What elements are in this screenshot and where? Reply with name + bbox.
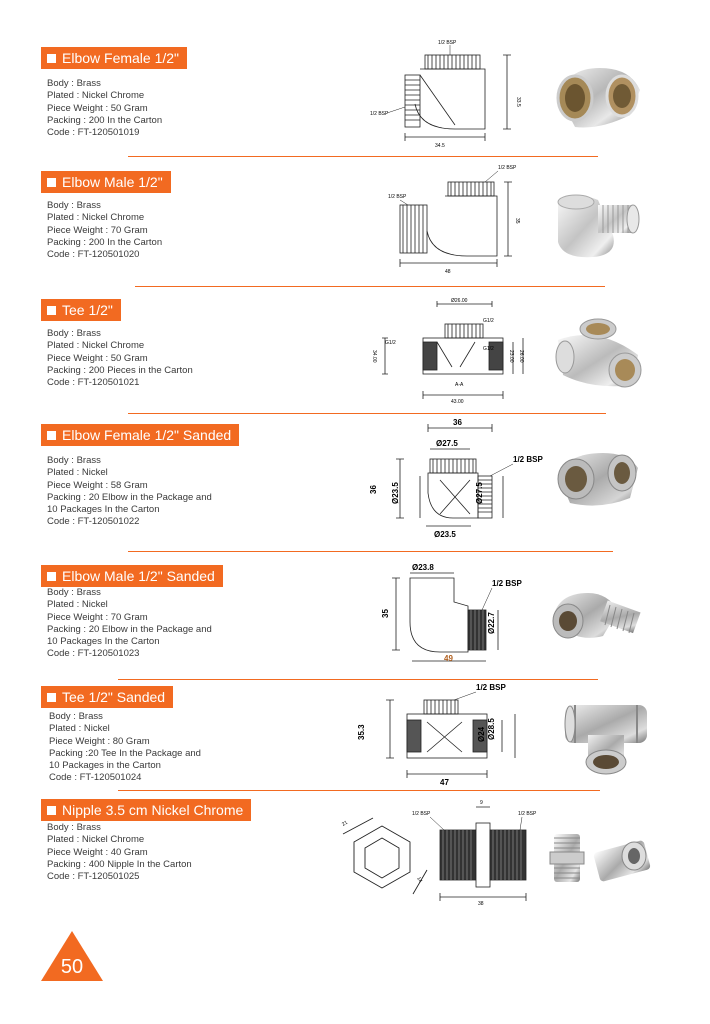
- spec-code: Code : FT-120501023: [47, 648, 140, 660]
- drawing-label: 9: [480, 800, 483, 806]
- spec-body: Body : Brass: [47, 587, 101, 598]
- drawing-label: 1/2 BSP: [492, 579, 522, 588]
- spec-body: Body : Brass: [47, 455, 101, 466]
- drawing-label: 1/2 BSP: [513, 455, 543, 464]
- spec-packing: Packing : 20 Elbow in the Package and: [47, 623, 212, 635]
- technical-drawing: [357, 680, 537, 790]
- spec-code: Code : FT-120501025: [47, 871, 140, 883]
- page-number-badge: [41, 931, 103, 986]
- square-bullet-icon: [47, 431, 56, 440]
- spec-packing-cont: 10 Packages in the Carton: [49, 760, 161, 772]
- spec-body: Body : Brass: [47, 822, 101, 833]
- spec-code: Code : FT-120501021: [47, 377, 140, 389]
- spec-packing: Packing : 200 In the Carton: [47, 236, 163, 248]
- product-specs: [47, 455, 212, 529]
- product-specs: [47, 822, 192, 883]
- drawing-label: 43.00: [451, 399, 464, 405]
- drawing-label: Ø28.5: [487, 718, 496, 740]
- product-title: Tee 1/2": [62, 302, 113, 318]
- drawing-label: Ø27.5: [475, 482, 484, 504]
- spec-weight: Piece Weight : 70 Gram: [47, 611, 148, 623]
- spec-code: Code : FT-120501020: [47, 249, 140, 261]
- spec-code: Code : FT-120501019: [47, 127, 140, 139]
- drawing-label: 48: [445, 269, 451, 275]
- drawing-label: 14: [415, 876, 424, 884]
- technical-drawing: [365, 292, 545, 407]
- drawing-label: Ø23.8: [412, 563, 434, 572]
- spec-body: Body : Brass: [47, 328, 101, 339]
- drawing-label: 1/2 BSP: [518, 811, 537, 817]
- product-photo: [553, 190, 643, 262]
- drawing-label: 35: [514, 218, 520, 224]
- product-photo: [548, 583, 646, 645]
- spec-weight: Piece Weight : 70 Gram: [47, 224, 148, 236]
- drawing-label: 34.00: [371, 350, 377, 363]
- drawing-label: 1/2 BSP: [498, 165, 517, 171]
- spec-packing: Packing : 200 In the Carton: [47, 114, 163, 126]
- spec-packing: Packing :20 Tee In the Package and: [49, 747, 201, 759]
- separator-line: [128, 551, 613, 552]
- drawing-label: 36: [369, 485, 378, 494]
- square-bullet-icon: [47, 54, 56, 63]
- spec-plated: Plated : Nickel: [49, 723, 110, 735]
- drawing-label: 1/2 BSP: [476, 683, 506, 692]
- drawing-label: Ø23.5: [434, 530, 456, 539]
- product-specs: [47, 78, 162, 139]
- spec-plated: Plated : Nickel Chrome: [47, 340, 145, 352]
- spec-code: Code : FT-120501022: [47, 516, 140, 528]
- technical-drawing: [380, 160, 530, 280]
- spec-packing: Packing : 200 Pieces in the Carton: [47, 364, 193, 376]
- drawing-label: 1/2 BSP: [370, 111, 389, 117]
- drawing-label: Ø23.5: [391, 482, 400, 504]
- technical-drawing: [365, 35, 525, 150]
- drawing-label: G1/2: [483, 318, 494, 324]
- spec-plated: Plated : Nickel: [47, 467, 108, 479]
- product-specs: [47, 328, 193, 389]
- product-photo: [560, 700, 652, 780]
- drawing-label: 1/2 BSP: [412, 811, 431, 817]
- drawing-label: 36: [453, 418, 462, 427]
- product-title: Nipple 3.5 cm Nickel Chrome: [62, 802, 244, 818]
- square-bullet-icon: [47, 178, 56, 187]
- product-specs: [47, 200, 162, 261]
- drawing-label: 49: [444, 654, 453, 663]
- separator-line: [128, 156, 598, 157]
- drawing-label: 33.5: [515, 97, 521, 107]
- drawing-label: G1/2: [385, 340, 396, 346]
- product-title-bar: [41, 686, 173, 708]
- drawing-label: 1/2 BSP: [438, 40, 457, 46]
- spec-code: Code : FT-120501024: [49, 772, 142, 784]
- spec-plated: Plated : Nickel Chrome: [47, 212, 145, 224]
- separator-line: [135, 286, 605, 287]
- product-title-bar: [41, 299, 121, 321]
- spec-packing-cont: 10 Packages In the Carton: [47, 504, 160, 516]
- product-title: Tee 1/2" Sanded: [62, 689, 166, 705]
- product-title: Elbow Female 1/2": [62, 50, 180, 66]
- spec-weight: Piece Weight : 80 Gram: [49, 735, 150, 747]
- spec-plated: Plated : Nickel Chrome: [47, 90, 145, 102]
- drawing-label: A-A: [455, 382, 464, 388]
- drawing-label: 26.00: [518, 350, 524, 363]
- drawing-label: Ø26.00: [451, 298, 468, 304]
- spec-weight: Piece Weight : 40 Gram: [47, 846, 148, 858]
- square-bullet-icon: [47, 806, 56, 815]
- spec-packing: Packing : 20 Elbow in the Package and: [47, 491, 212, 503]
- spec-packing: Packing : 400 Nipple In the Carton: [47, 858, 192, 870]
- product-title: Elbow Male 1/2": [62, 174, 163, 190]
- page-number: 50: [60, 956, 84, 978]
- product-specs: [49, 711, 201, 785]
- drawing-label: 34.5: [435, 143, 445, 149]
- product-title-bar: [41, 799, 251, 821]
- product-title: Elbow Male 1/2" Sanded: [62, 568, 215, 584]
- drawing-label: 35: [381, 609, 390, 618]
- square-bullet-icon: [47, 572, 56, 581]
- product-title: Elbow Female 1/2" Sanded: [62, 427, 232, 443]
- spec-weight: Piece Weight : 50 Gram: [47, 352, 148, 364]
- technical-drawing-nipple: [410, 795, 545, 905]
- drawing-label: 21: [341, 819, 349, 828]
- technical-drawing: [369, 414, 548, 544]
- separator-line: [118, 790, 600, 791]
- product-title-bar: [41, 565, 223, 587]
- spec-body: Body : Brass: [47, 200, 101, 211]
- spec-body: Body : Brass: [47, 78, 101, 89]
- product-specs: [47, 587, 212, 661]
- product-title-bar: [41, 424, 239, 446]
- product-photo: [553, 315, 645, 390]
- drawing-label: 1/2 BSP: [388, 194, 407, 200]
- product-title-bar: [41, 47, 187, 69]
- drawing-label: 35.3: [357, 724, 366, 740]
- drawing-label: Ø27.5: [436, 439, 458, 448]
- drawing-label: 23.00: [508, 350, 514, 363]
- drawing-label: G1/2: [483, 346, 494, 352]
- spec-plated: Plated : Nickel Chrome: [47, 834, 145, 846]
- spec-packing-cont: 10 Packages In the Carton: [47, 636, 160, 648]
- product-title-bar: [41, 171, 171, 193]
- spec-body: Body : Brass: [49, 711, 103, 722]
- drawing-label: 38: [478, 901, 484, 907]
- drawing-label: Ø22.7: [487, 612, 496, 634]
- product-photo: [548, 828, 658, 888]
- drawing-label: 47: [440, 778, 449, 787]
- square-bullet-icon: [47, 306, 56, 315]
- product-photo: [550, 445, 642, 513]
- product-photo: [550, 58, 645, 133]
- drawing-label: Ø24: [477, 726, 486, 742]
- square-bullet-icon: [47, 693, 56, 702]
- spec-weight: Piece Weight : 50 Gram: [47, 102, 148, 114]
- technical-drawing: [382, 558, 532, 668]
- spec-plated: Plated : Nickel: [47, 599, 108, 611]
- spec-weight: Piece Weight : 58 Gram: [47, 479, 148, 491]
